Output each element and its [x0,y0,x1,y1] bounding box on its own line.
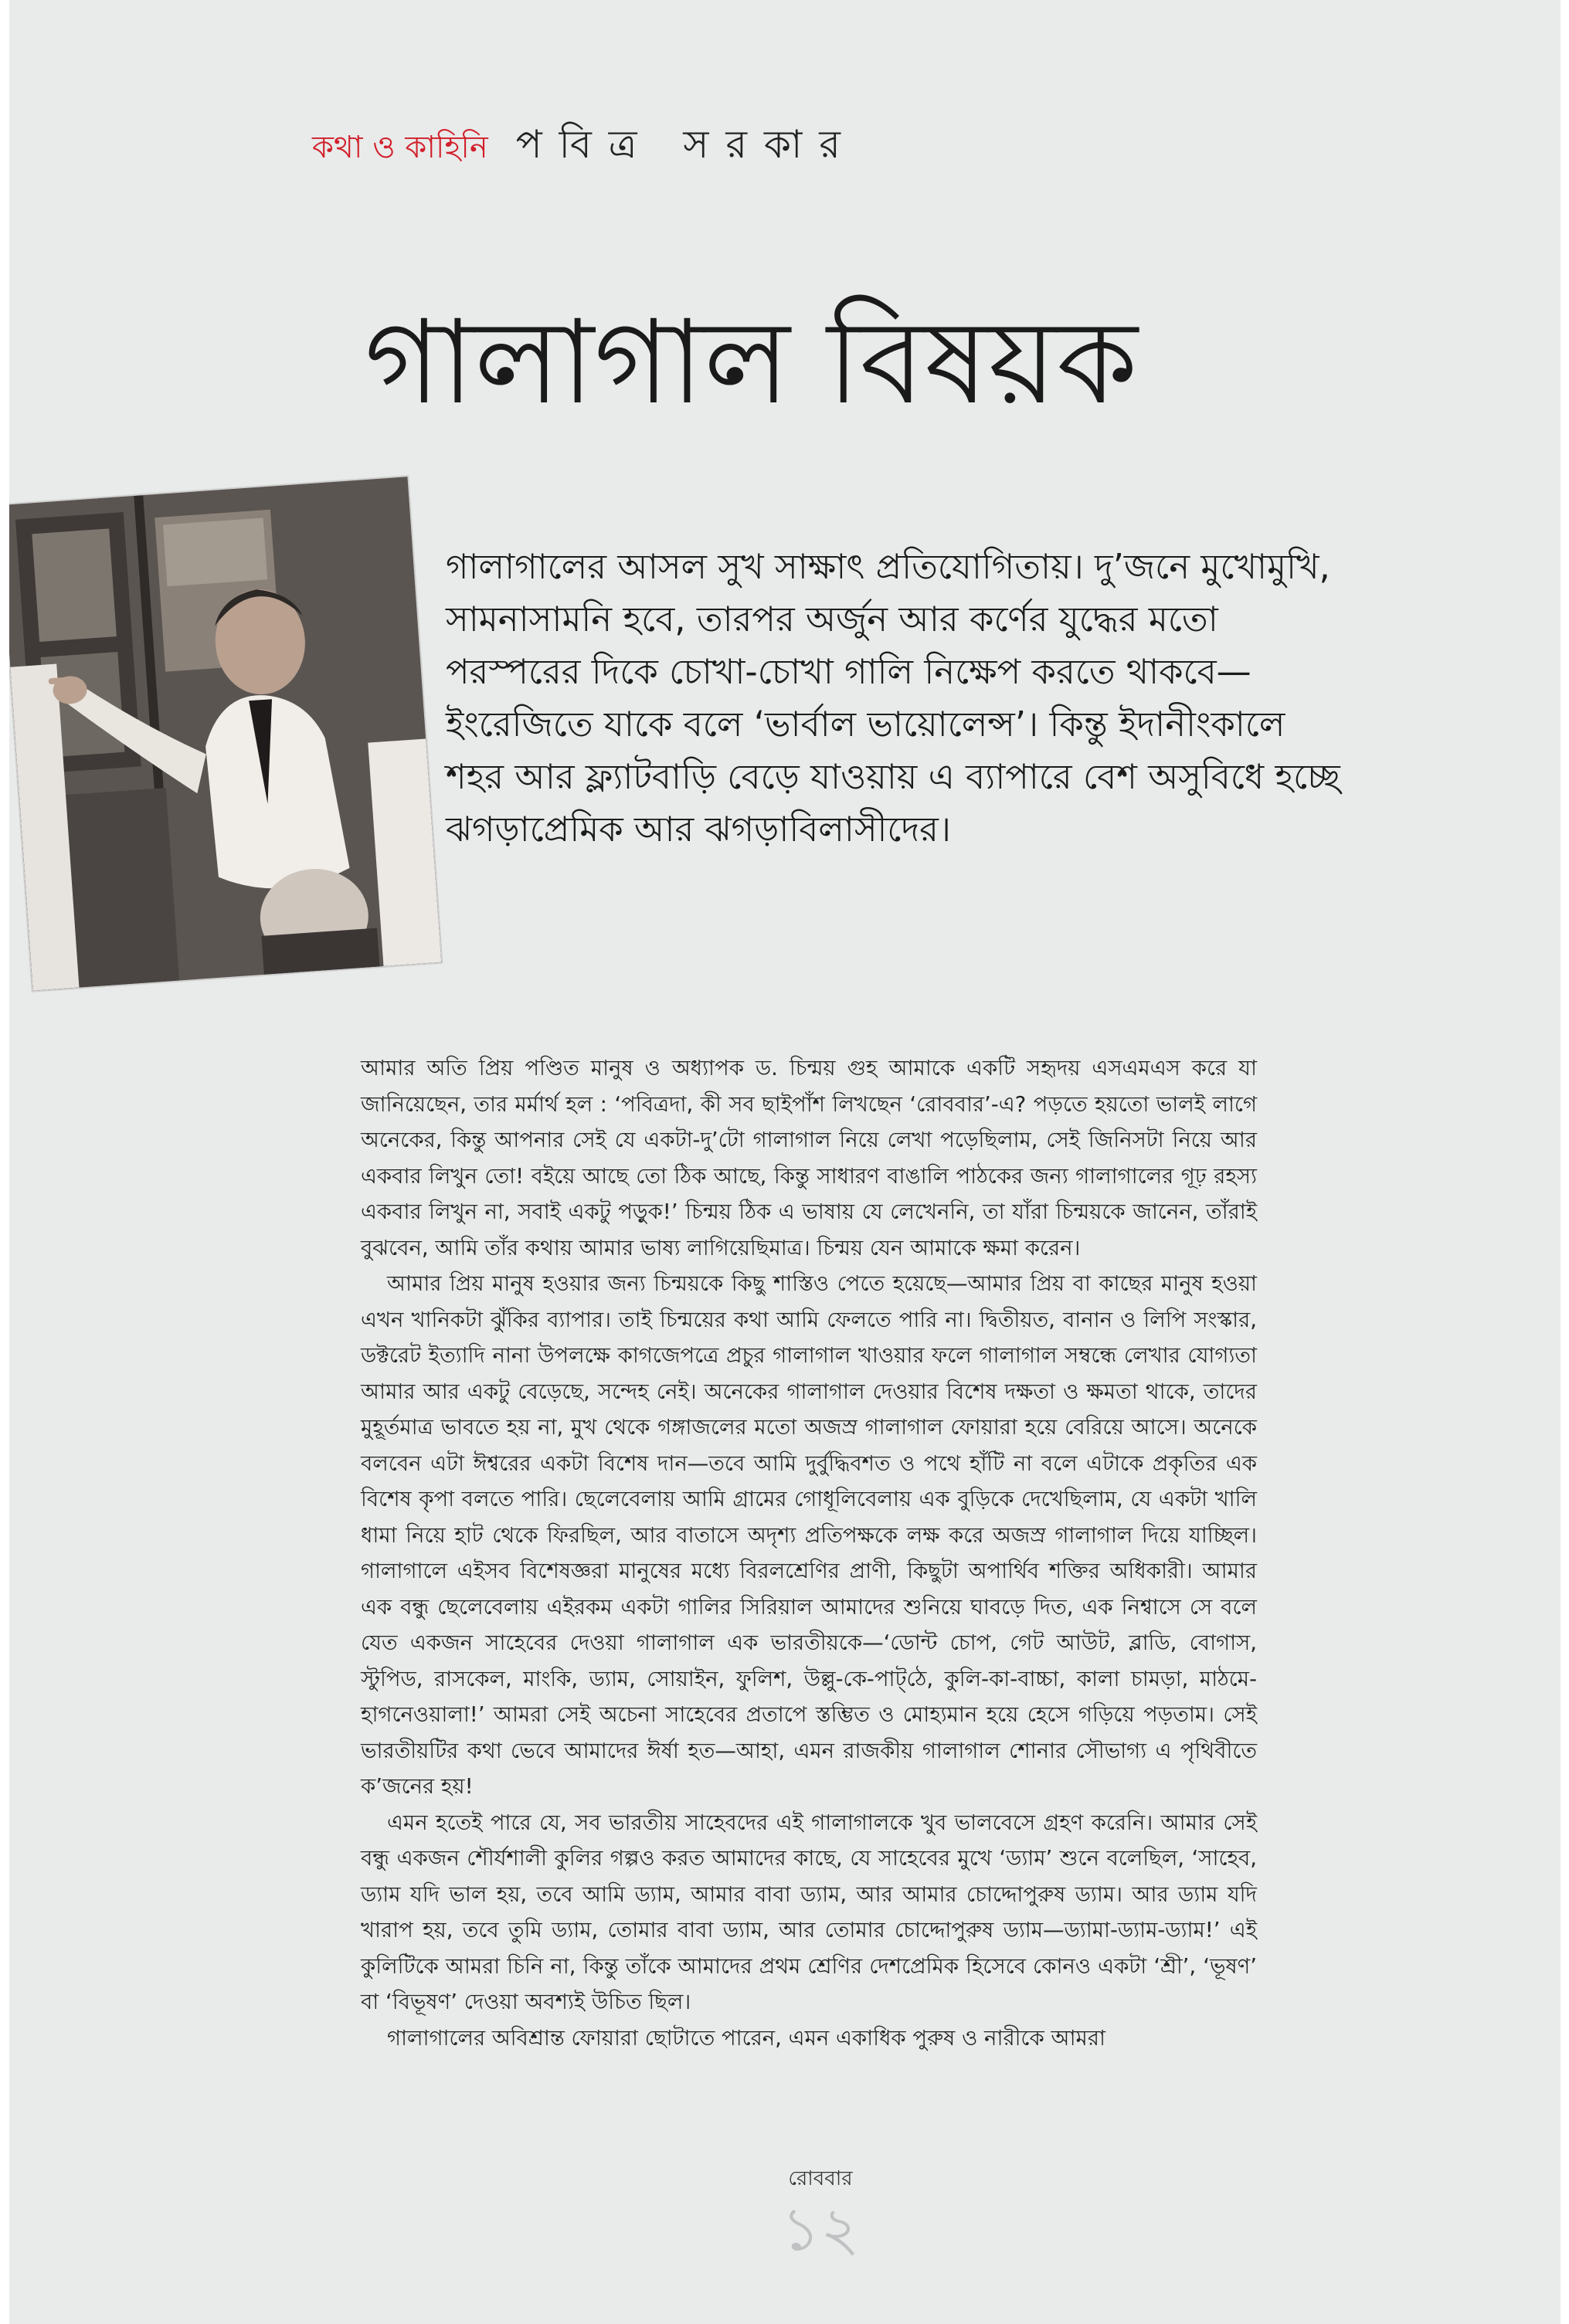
lede-text: গালাগালের আসল সুখ সাক্ষাৎ প্রতিযোগিতায়। দু’জনে মুখোমুখি, সামনাসামনি হবে, তারপর অর্জুন আর কর্ণের যুদ্ধের মতো পরস্পরের দিকে চোখা-চোখা গালি নিক্ষেপ করতে থাকবে—ইংরেজিতে যাকে বলে ‘ভার্বাল ভায়োলেন্স’। কিন্তু ইদানীংকালে শহর আর ফ্ল্যাটবাড়ি বেড়ে যাওয়ায় এ ব্যাপারে বেশ অসুবিধে হচ্ছে ঝগড়াপ্রেমিক আর ঝগড়াবিলাসীদের। [446,546,1340,850]
body-paragraph: গালাগালের অবিশ্রান্ত ফোয়ারা ছোটাতে পারেন, এমন একাধিক পুরুষ ও নারীকে আমরা [387,2025,1105,2051]
section-label: কথা ও কাহিনি [312,130,488,165]
body-paragraph: এমন হতেই পারে যে, সব ভারতীয় সাহেবদের এই গালাগালকে খুব ভালবেসে গ্রহণ করেনি। আমার সেই বন্ধু একজন শৌর্যশালী কুলির গল্পও করত আমাদের কাছে, যে সাহেবের মুখে ‘ড্যাম’ শুনে বলেছিল, ‘সাহেব, ড্যাম যদি ভাল হয়, তবে আমি ড্যাম, আমার বাবা ড্যাম, আর আমার চোদ্দোপুরুষ ড্যাম। আর ড্যাম যদি খারাপ হয়, তবে তুমি ড্যাম, তোমার বাবা ড্যাম, আর তোমার চোদ্দোপুরুষ ড্যাম—ড্যামা-ড্যাম-ড্যাম!’ এই কুলিটিকে আমরা চিনি না, কিন্তু তাঁকে আমাদের প্রথম শ্রেণির দেশপ্রেমিক হিসেবে কোনও একটা ‘শ্রী’, ‘ভূষণ’ বা ‘বিভূষণ’ দেওয়া অবশ্যই উচিত ছিল। [361,1810,1257,2014]
article-title: গালাগাল বিষয়ক [365,296,1138,430]
magazine-page [9,0,1561,2324]
photo-illustration [9,477,441,990]
header-kicker [312,116,858,180]
body-paragraph: আমার প্রিয় মানুষ হওয়ার জন্য চিন্ময়কে কিছু শাস্তিও পেতে হয়েছে—আমার প্রিয় বা কাছের মানুষ হওয়া এখন খানিকটা ঝুঁকির ব্যাপার। তাই চিন্ময়ের কথা আমি ফেলতে পারি না। দ্বিতীয়ত, বানান ও লিপি সংস্কার, ডক্টরেট ইত্যাদি নানা উপলক্ষে কাগজেপত্রে প্রচুর গালাগাল খাওয়ার ফলে গালাগাল সম্বন্ধে লেখার যোগ্যতা আমার আর একটু বেড়েছে, সন্দেহ নেই। অনেকের গালাগাল দেওয়ার বিশেষ দক্ষতা ও ক্ষমতা থাকে, তাদের মুহূর্তমাত্র ভাবতে হয় না, মুখ থেকে গঙ্গাজলের মতো অজস্র গালাগাল ফোয়ারা হয়ে বেরিয়ে আসে। অনেকে বলবেন এটা ঈশ্বরের একটা বিশেষ দান—তবে আমি দুর্বুদ্ধিবশত ও পথে হাঁটি না বলে এটাকে প্রকৃতির এক বিশেষ কৃপা বলতে পারি। ছেলেবেলায় আমি গ্রামের গোধূলিবেলায় এক বুড়িকে দেখেছিলাম, যে একটা খালি ধামা নিয়ে হাট থেকে ফিরছিল, আর বাতাসে অদৃশ্য প্রতিপক্ষকে লক্ষ করে অজস্র গালাগাল দিয়ে যাচ্ছিল। গালাগালে এইসব বিশেষজ্ঞরা মানুষের মধ্যে বিরলশ্রেণির প্রাণী, কিছুটা অপার্থিব শক্তির অধিকারী। আমার এক বন্ধু ছেলেবেলায় এইরকম একটা গালির সিরিয়াল আমাদের শুনিয়ে ঘাবড়ে দিত, এক নিশ্বাসে সে বলে যেত একজন সাহেবের দেওয়া গালাগাল এক ভারতীয়কে—‘ডোন্ট চোপ, গেট আউট, ব্লাডি, বোগাস, স্টুপিড, রাসকেল, মাংকি, ড্যাম, সোয়াইন, ফুলিশ, উল্লু-কে-পাট্‌ঠে, কুলি-কা-বাচ্চা, কালা চামড়া, মাঠমে-হাগনেওয়ালা!’ আমরা সেই অচেনা সাহেবের প্রতাপে স্তম্ভিত ও মোহ্যমান হয়ে হেসে গড়িয়ে পড়তাম। সেই ভারতীয়টির কথা ভেবে আমাদের ঈর্ষা হত—আহা, এমন রাজকীয় গালাগাল শোনার সৌভাগ্য এ পৃথিবীতে ক’জনের হয়! [361,1271,1257,1799]
body-paragraph: আমার অতি প্রিয় পণ্ডিত মানুষ ও অধ্যাপক ড. চিন্ময় গুহ আমাকে একটি সহৃদয় এসএমএস করে যা জানিয়েছেন, তার মর্মার্থ হল : ‘পবিত্রদা, কী সব ছাইপাঁশ লিখছেন ‘রোববার’-এ? পড়তে হয়তো ভালই লাগে অনেকের, কিন্তু আপনার সেই যে একটা-দু’টো গালাগাল নিয়ে লেখা পড়েছিলাম, সেই জিনিসটা নিয়ে আর একবার লিখুন তো! বইয়ে আছে তো ঠিক আছে, কিন্তু সাধারণ বাঙালি পাঠকের জন্য গালাগালের গূঢ় রহস্য একবার লিখুন না, সবাই একটু পড়ুক!’ চিন্ময় ঠিক এ ভাষায় যে লেখেননি, তা যাঁরা চিন্ময়কে জানেন, তাঁরাই বুঝবেন, আমি তাঁর কথায় আমার ভাষ্য লাগিয়েছিমাত্র। চিন্ময় যেন আমাকে ক্ষমা করেন। [361,1056,1257,1260]
article-photo [9,477,441,990]
author-name: পবিত্র সরকার [515,122,858,167]
page-number: ১২ [781,2195,860,2265]
lede-paragraph [446,541,1350,856]
page-footer [774,2163,867,2265]
magazine-name: রোববার [788,2167,853,2190]
article-body [361,1050,1257,2056]
